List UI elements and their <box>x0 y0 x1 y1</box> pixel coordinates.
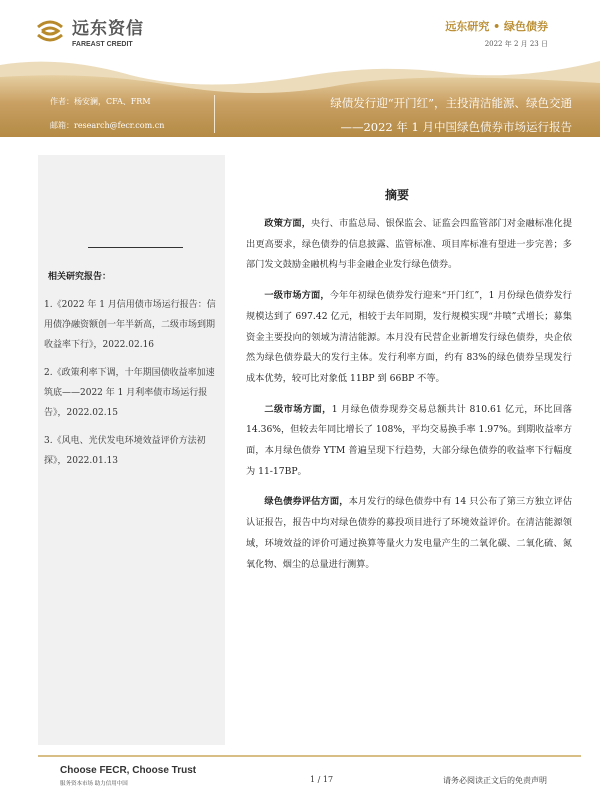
abstract-body <box>246 214 572 585</box>
sidebar <box>38 155 225 745</box>
sidebar-divider <box>88 247 183 248</box>
paragraph-lead: 二级市场方面， <box>264 403 332 415</box>
related-reports-heading: 相关研究报告： <box>48 272 112 282</box>
page-number: 1 / 17 <box>310 775 334 784</box>
footer-disclaimer: 请务必阅读正文后的免责声明 <box>443 776 547 785</box>
paragraph-text: 央行、市监总局、银保监会、证监会四监管部门对金融标准化提出更高要求，绿色债券的信息披露、监管标准、项目库标准有望进一步完善；多部门发文鼓励金融机构与非金融企业发行绿色债券。 <box>246 218 573 271</box>
series-label: 远东研究 • 绿色债券 <box>445 20 548 33</box>
report-title: 绿债发行迎“开门红”，主投清洁能源、绿色交通 <box>330 96 572 110</box>
abstract-paragraph <box>246 214 572 276</box>
paragraph-text: 今年年初绿色债券发行迎来“开门红”，1 月份绿色债券发行规模达到了 697.42 亿元，相较于去年同期，发行规模实现“井喷”式增长；募集资金主要投向的领域为清洁能源。本月没有民营企业新增发行绿色债券，央企依然为绿色债券最大的发行主体。发行利率方面，约有 83%的绿色债券呈现发行成本优势，较可比对象低 11BP 到 66BP 不等。 <box>246 290 572 384</box>
banner-divider <box>214 95 215 133</box>
company-logo <box>34 14 144 48</box>
logo-swirl-icon <box>34 15 66 47</box>
author-email[interactable]: 邮箱：research@fecr.com.cn <box>50 121 165 130</box>
footer-subslogan: 服务资本市场 助力信用中国 <box>60 781 128 787</box>
report-subtitle: ——2022 年 1 月中国绿色债券市场运行报告 <box>340 120 572 134</box>
paragraph-text: 本月发行的绿色债券中有 14 只公布了第三方独立评估认证报告，报告中均对绿色债券的募投项目进行了环境效益评价。在清洁能源领域，环境效益的评价可通过换算等量火力发电量产生的二氧化碳、二氧化硫、氮氧化物、烟尘的总量进行测算。 <box>246 496 573 570</box>
paragraph-lead: 绿色债券评估方面， <box>264 496 349 508</box>
abstract-paragraph <box>246 400 572 483</box>
paragraph-lead: 政策方面， <box>264 218 312 229</box>
abstract-paragraph <box>246 492 572 575</box>
footer-divider <box>38 755 581 757</box>
related-report-item[interactable]: 2.《政策利率下调，十年期国债收益率加速筑底——2022 年 1 月利率债市场运行报告》，2022.02.15 <box>44 368 215 418</box>
abstract-paragraph <box>246 286 572 390</box>
related-report-item[interactable]: 1.《2022 年 1 月信用债市场运行报告：信用债净融资额创一年半新高，二级市场到期收益率下行》，2022.02.16 <box>44 300 216 350</box>
report-date: 2022 年 2 月 23 日 <box>484 40 548 48</box>
related-report-item[interactable]: 3.《风电、光伏发电环境效益评价方法初探》，2022.01.13 <box>44 436 206 466</box>
logo-cn: 远东资信 <box>72 19 144 39</box>
author: 作者：杨安澜，CFA、FRM <box>50 97 151 106</box>
footer-slogan: Choose FECR, Choose Trust <box>60 765 197 776</box>
logo-en: FAREAST CREDIT <box>72 41 133 48</box>
paragraph-lead: 一级市场方面， <box>264 290 330 302</box>
paragraph-text: 1 月绿色债券现券交易总额共计 810.61 亿元，环比回落 14.36%，但较去年同比增长了 108%，平均交易换手率 1.97%。到期收益率方面，本月绿色债券 YTM 普遍呈现下行趋势，大部分绿色债券的收益率下行幅度为 11-17BP。 <box>246 403 573 477</box>
abstract-title: 摘要 <box>385 188 410 202</box>
related-reports-list <box>44 295 220 479</box>
